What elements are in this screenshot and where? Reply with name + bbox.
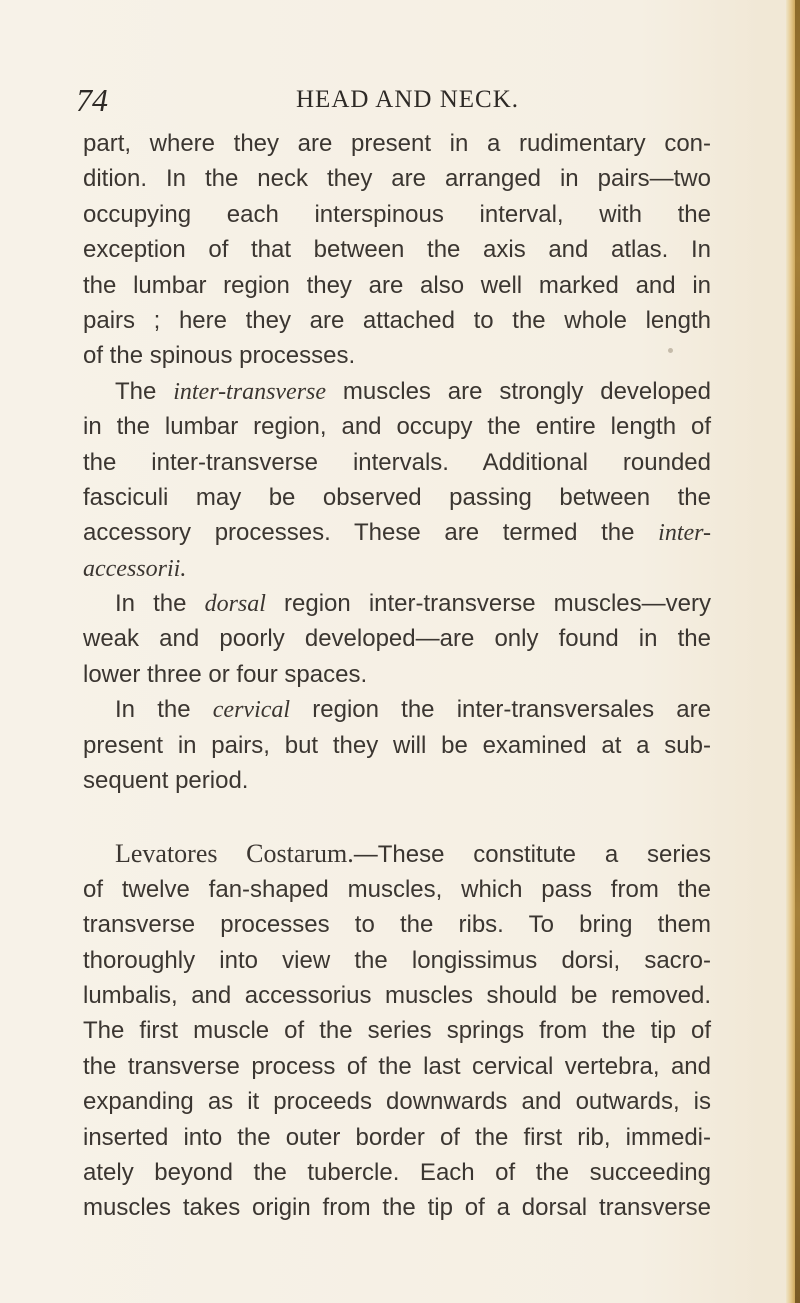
italic-term: dorsal	[204, 591, 266, 618]
text-span: In the	[115, 590, 205, 618]
text-line: part, where they are present in a rudimentary con-	[83, 130, 711, 157]
page-edge-shadow	[795, 0, 800, 1303]
text-line: present in pairs, but they will be examined at a sub-	[83, 731, 711, 759]
text-span: accessory processes. These are termed the	[83, 519, 659, 547]
text-line	[83, 692, 711, 727]
paragraph-4	[83, 692, 711, 798]
italic-term: inter-transverse	[173, 378, 327, 405]
text-line	[83, 586, 711, 621]
text-line	[83, 551, 711, 586]
section-gap	[83, 798, 711, 836]
text-line: in the lumbar region, and occupy the entire length of	[83, 413, 711, 441]
body-text	[83, 126, 711, 1226]
text-span: —These constitute a series	[353, 841, 711, 869]
text-line: the inter-transverse intervals. Additional rounded	[83, 448, 711, 476]
paragraph-3	[83, 586, 711, 692]
page-number: 74	[76, 82, 108, 118]
text-line: sequent period.	[83, 767, 249, 795]
text-line: the lumbar region they are also well marked and in	[83, 271, 711, 299]
text-line: fasciculi may be observed passing between the	[83, 483, 711, 511]
text-line: weak and poorly developed—are only found in the	[83, 625, 711, 653]
text-line: of twelve fan-shaped muscles, which pass from the	[83, 875, 711, 903]
text-line: ately beyond the tubercle. Each of the succeeding	[83, 1158, 711, 1186]
text-line: transverse processes to the ribs. To bring them	[83, 911, 711, 939]
text-line	[83, 515, 711, 550]
text-line: The first muscle of the series springs from the tip of	[83, 1017, 711, 1045]
running-head: HEAD AND NECK.	[296, 86, 520, 113]
italic-term: accessorii.	[83, 555, 187, 582]
text-span: region inter-transverse muscles—very	[265, 590, 711, 618]
text-line: pairs ; here they are attached to the whole length	[83, 306, 711, 334]
text-line	[83, 374, 711, 409]
text-line: lower three or four spaces.	[83, 660, 368, 688]
italic-term: cervical	[212, 697, 291, 724]
text-span: region the inter-transversales are	[290, 696, 711, 724]
text-line: occupying each interspinous interval, with the	[83, 200, 711, 228]
text-line: the transverse process of the last cervical vertebra, and	[83, 1052, 711, 1080]
text-line: of the spinous processes.	[83, 342, 356, 370]
text-line: muscles takes origin from the tip of a dorsal transverse	[83, 1194, 711, 1222]
paragraph-1	[83, 126, 711, 374]
text-line: lumbalis, and accessorius muscles should be removed.	[83, 981, 711, 1009]
page-header	[0, 82, 800, 122]
text-line	[83, 836, 711, 871]
italic-term: inter-	[658, 520, 711, 547]
paragraph-2	[83, 374, 711, 586]
paragraph-5	[83, 836, 711, 1225]
ink-smudge	[668, 348, 673, 353]
text-span: muscles are strongly developed	[326, 377, 711, 405]
text-line: inserted into the outer border of the first rib, immedi-	[83, 1123, 711, 1151]
text-line: dition. In the neck they are arranged in pairs—two	[83, 165, 711, 193]
text-line: expanding as it proceeds downwards and outwards, is	[83, 1088, 711, 1116]
text-span: The	[115, 377, 174, 405]
section-heading: Levatores Costarum.	[115, 839, 354, 869]
text-span: In the	[115, 696, 213, 724]
text-line: thoroughly into view the longissimus dorsi, sacro-	[83, 946, 711, 974]
text-line: exception of that between the axis and atlas. In	[83, 236, 711, 264]
